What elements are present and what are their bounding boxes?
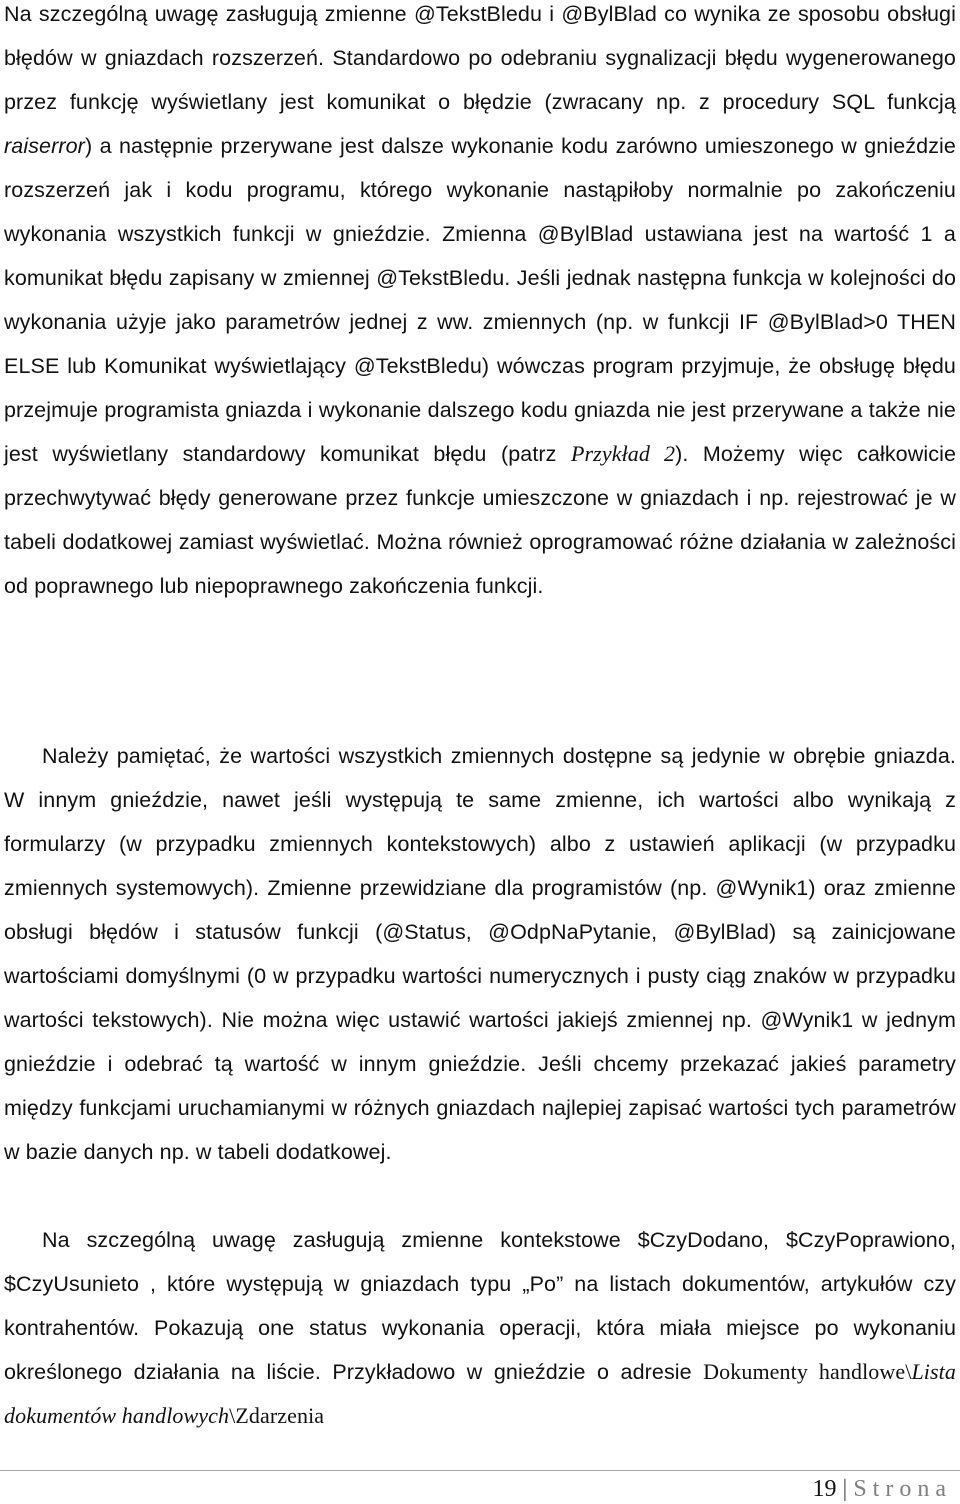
- paragraph-text: Na szczególną uwagę zasługują zmienne @TekstBledu i @BylBlad co wynika ze sposobu obsługi błędów w gniazdach rozszerzeń. Standardowo po odebraniu sygnalizacji błędu wygenerowanego przez funkcję wyświetlany jest komunikat o błędzie (zwracany np. z procedury SQL funkcją: [4, 2, 956, 114]
- paragraph-context-variables: [4, 1218, 956, 1438]
- path-italic: Lista dokumentów handlowych: [4, 1359, 956, 1428]
- footer-divider: [0, 1470, 960, 1471]
- path-start: Dokumenty handlowe\: [703, 1359, 912, 1384]
- page-word: Strona: [853, 1476, 952, 1502]
- page-footer: [813, 1474, 952, 1504]
- raiserror-term: raiserror: [4, 134, 85, 158]
- page-number: 19: [812, 1476, 837, 1502]
- example-reference: Przykład 2: [570, 441, 676, 466]
- paragraph-error-variables: [4, 0, 956, 608]
- paragraph-variable-scope: Należy pamiętać, że wartości wszystkich zmiennych dostępne są jedynie w obrębie gniazda. W innym gnieździe, nawet jeśli występują te same zmienne, ich wartości albo wynikają z formularzy (w przypadku zmiennych kontekstowych) albo z ustawień aplikacji (w przypadku zmiennych systemowych). Zmienne przewidziane dla programistów (np. @Wynik1) oraz zmienne obsługi błędów i statusów funkcji (@Status, @OdpNaPytanie, @BylBlad) są zainicjowane wartościami domyślnymi (0 w przypadku wartości numerycznych i pusty ciąg znaków w przypadku wartości tekstowych). Nie można więc ustawić wartości jakiejś zmiennej np. @Wynik1 w jednym gnieździe i odebrać tą wartość w innym gnieździe. Jeśli chcemy przekazać jakieś parametry między funkcjami uruchamianymi w różnych gniazdach najlepiej zapisać wartości tych parametrów w bazie danych np. w tabeli dodatkowej.: [4, 744, 956, 1164]
- paragraph-text: ). Możemy więc całkowicie przechwytywać błędy generowane przez funkcje umieszczone w gniazdach i np. rejestrować je w tabeli dodatkowej zamiast wyświetlać. Można również oprogramować różne działania w zależności od poprawnego lub niepoprawnego zakończenia funkcji.: [4, 442, 957, 598]
- paragraph-text: Na szczególną uwagę zasługują zmienne kontekstowe $CzyDodano, $CzyPoprawiono, $CzyUsunieto , które występują w gniazdach typu „Po” na listach dokumentów, artykułów czy kontrahentów. Pokazują one status wykonania operacji, która miała miejsce po wykonaniu określonego działania na liście. Przykładowo w gnieździe o adresie: [4, 1228, 956, 1384]
- paragraph-text: ) a następnie przerywane jest dalsze wykonanie kodu zarówno umieszonego w gnieździe rozszerzeń jak i kodu programu, którego wykonanie nastąpiłoby normalnie po zakończeniu wykonania wszystkich funkcji w gnieździe. Zmienna @BylBlad ustawiana jest na wartość 1 a komunikat błędu zapisany w zmiennej @TekstBledu. Jeśli jednak następna funkcja w kolejności do wykonania użyje jako parametrów jednej z ww. zmiennych (np. w funkcji IF @BylBlad>0 THEN ELSE lub Komunikat wyświetlający @TekstBledu) wówczas program przyjmuje, że obsługę błędu przejmuje programista gniazda i wykonanie dalszego kodu gniazda nie jest przerywane a także nie jest wyświetlany standardowy komunikat błędu (patrz: [4, 134, 956, 466]
- path-end: \Zdarzenia: [229, 1403, 325, 1428]
- footer-separator: |: [842, 1476, 848, 1502]
